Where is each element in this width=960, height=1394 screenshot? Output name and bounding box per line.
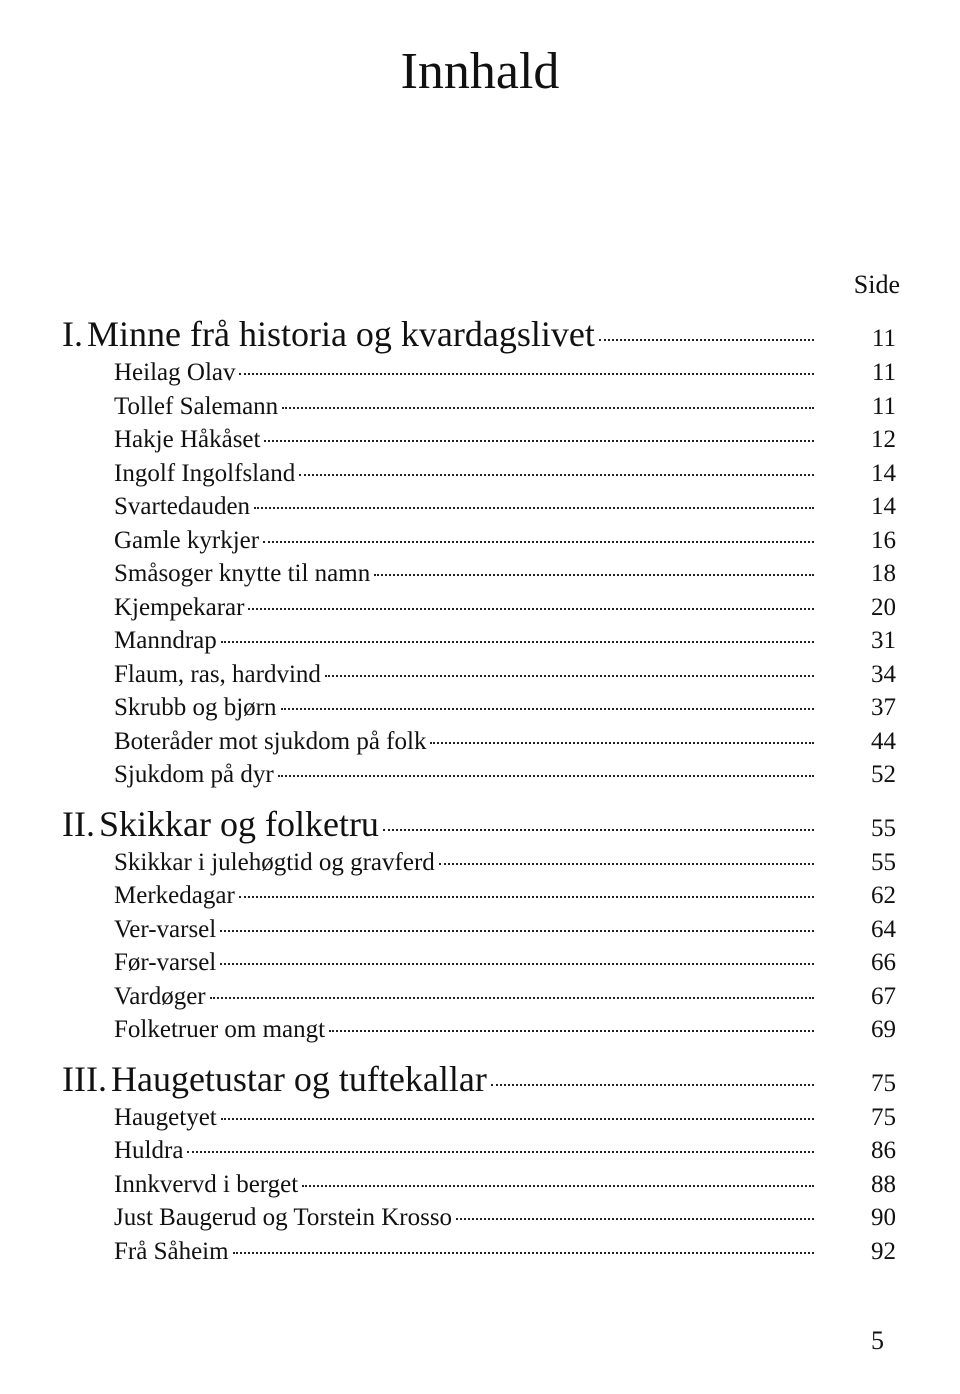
section-title: Skikkar og folketru bbox=[98, 803, 379, 844]
page-title: Innhald bbox=[400, 43, 560, 100]
entry-title: Småsoger knytte til namn bbox=[114, 560, 371, 587]
toc-entry bbox=[62, 946, 896, 980]
entry-title: Innkvervd i berget bbox=[114, 1170, 299, 1198]
dot-leader bbox=[302, 1184, 814, 1187]
toc-entry bbox=[62, 390, 896, 424]
entry-title: Skrubb og bjørn bbox=[114, 694, 277, 721]
entry-page: 90 bbox=[871, 1204, 896, 1231]
table-of-contents bbox=[62, 312, 896, 1268]
page-number: 5 bbox=[871, 1326, 884, 1355]
entry-page: 14 bbox=[871, 493, 896, 520]
dot-leader bbox=[439, 862, 814, 865]
toc-section-3 bbox=[62, 1057, 896, 1269]
dot-leader bbox=[383, 828, 814, 831]
entry-title: Frå Såheim bbox=[114, 1237, 229, 1265]
entry-page: 20 bbox=[871, 593, 896, 621]
toc-entry bbox=[62, 846, 896, 880]
entry-page: 37 bbox=[871, 694, 896, 721]
toc-entry bbox=[62, 758, 896, 792]
entry-page: 88 bbox=[871, 1170, 896, 1198]
entry-page: 55 bbox=[871, 848, 896, 876]
toc-entry bbox=[62, 591, 896, 625]
dot-leader bbox=[254, 506, 814, 509]
entry-title: Vardøger bbox=[114, 982, 206, 1010]
dot-leader bbox=[299, 473, 814, 476]
entry-page: 16 bbox=[871, 526, 896, 554]
toc-section-1 bbox=[62, 312, 896, 792]
dot-leader bbox=[374, 573, 814, 576]
toc-entry bbox=[62, 457, 896, 491]
toc-entry bbox=[62, 356, 896, 390]
dot-leader bbox=[248, 607, 814, 610]
entry-page: 18 bbox=[871, 560, 896, 587]
section-title: Haugetustar og tuftekallar bbox=[110, 1058, 487, 1099]
dot-leader bbox=[329, 1029, 814, 1032]
dot-leader bbox=[263, 540, 814, 543]
dot-leader bbox=[220, 929, 814, 932]
toc-entry bbox=[62, 725, 896, 759]
toc-entry bbox=[62, 1201, 896, 1235]
entry-title: Hakje Håkåset bbox=[114, 426, 261, 453]
dot-leader bbox=[278, 774, 814, 777]
entry-page: 75 bbox=[871, 1103, 896, 1131]
section-title: Minne frå historia og kvardagslivet bbox=[87, 314, 595, 354]
entry-title: Haugetyet bbox=[114, 1103, 217, 1131]
section-page: 75 bbox=[871, 1069, 896, 1097]
entry-title: Ingolf Ingolfsland bbox=[114, 459, 296, 487]
toc-entry bbox=[62, 879, 896, 913]
dot-leader bbox=[239, 372, 814, 375]
entry-title: Kjempekarar bbox=[114, 593, 245, 621]
entry-title: Gamle kyrkjer bbox=[114, 526, 260, 554]
dot-leader bbox=[187, 1150, 814, 1153]
entry-page: 86 bbox=[871, 1137, 896, 1164]
dot-leader bbox=[491, 1083, 814, 1086]
entry-title: Flaum, ras, hardvind bbox=[114, 660, 321, 688]
toc-entry bbox=[62, 1168, 896, 1202]
toc-section-2 bbox=[62, 802, 896, 1047]
toc-entry bbox=[62, 1013, 896, 1047]
toc-entry bbox=[62, 1101, 896, 1135]
toc-entry bbox=[62, 423, 896, 457]
entry-title: Manndrap bbox=[114, 627, 217, 654]
entry-title: Svartedauden bbox=[114, 493, 251, 520]
entry-page: 44 bbox=[871, 727, 896, 755]
section-numeral: II. bbox=[62, 803, 95, 844]
entry-title: Tollef Salemann bbox=[114, 392, 279, 420]
entry-title: Just Baugerud og Torstein Krosso bbox=[114, 1204, 453, 1231]
dot-leader bbox=[264, 439, 814, 442]
dot-leader bbox=[220, 962, 814, 965]
section-page: 11 bbox=[871, 325, 896, 352]
dot-leader bbox=[456, 1217, 814, 1220]
dot-leader bbox=[221, 1117, 814, 1120]
entry-page: 92 bbox=[871, 1237, 896, 1265]
dot-leader bbox=[325, 674, 814, 677]
toc-entry bbox=[62, 691, 896, 725]
entry-title: Heilag Olav bbox=[114, 359, 236, 386]
toc-entry bbox=[62, 1235, 896, 1269]
toc-entry bbox=[62, 1134, 896, 1168]
toc-entry bbox=[62, 557, 896, 591]
entry-page: 14 bbox=[871, 459, 896, 487]
entry-page: 11 bbox=[871, 392, 896, 420]
entry-page: 52 bbox=[871, 761, 896, 788]
entry-page: 67 bbox=[871, 982, 896, 1010]
entry-title: Ver-varsel bbox=[114, 915, 217, 943]
page-column-label: Side bbox=[853, 270, 900, 299]
entry-page: 62 bbox=[871, 882, 896, 909]
toc-entry bbox=[62, 658, 896, 692]
toc-entry bbox=[62, 913, 896, 947]
dot-leader bbox=[210, 996, 814, 999]
dot-leader bbox=[281, 707, 815, 710]
dot-leader bbox=[282, 406, 814, 409]
entry-page: 11 bbox=[871, 359, 896, 386]
entry-page: 31 bbox=[871, 627, 896, 654]
entry-title: Merkedagar bbox=[114, 882, 235, 909]
dot-leader bbox=[221, 640, 814, 643]
toc-section-heading bbox=[62, 312, 896, 356]
entry-page: 64 bbox=[871, 915, 896, 943]
entry-title: Sjukdom på dyr bbox=[114, 761, 274, 788]
entry-page: 69 bbox=[871, 1016, 896, 1043]
section-numeral: III. bbox=[62, 1058, 107, 1099]
dot-leader bbox=[233, 1251, 814, 1254]
toc-section-heading bbox=[62, 1057, 896, 1101]
dot-leader bbox=[599, 338, 814, 341]
entry-page: 12 bbox=[871, 426, 896, 453]
toc-entry bbox=[62, 524, 896, 558]
dot-leader bbox=[239, 895, 814, 898]
entry-title: Huldra bbox=[114, 1137, 184, 1164]
dot-leader bbox=[430, 741, 814, 744]
toc-section-heading bbox=[62, 802, 896, 846]
section-numeral: I. bbox=[62, 314, 83, 354]
entry-title: Folketruer om mangt bbox=[114, 1016, 326, 1043]
entry-title: Boteråder mot sjukdom på folk bbox=[114, 727, 427, 755]
toc-entry bbox=[62, 980, 896, 1014]
entry-title: Før-varsel bbox=[114, 949, 217, 976]
entry-page: 66 bbox=[871, 949, 896, 976]
section-page: 55 bbox=[871, 814, 896, 842]
entry-title: Skikkar i julehøgtid og gravferd bbox=[114, 848, 435, 876]
toc-entry bbox=[62, 624, 896, 658]
toc-entry bbox=[62, 490, 896, 524]
entry-page: 34 bbox=[871, 660, 896, 688]
